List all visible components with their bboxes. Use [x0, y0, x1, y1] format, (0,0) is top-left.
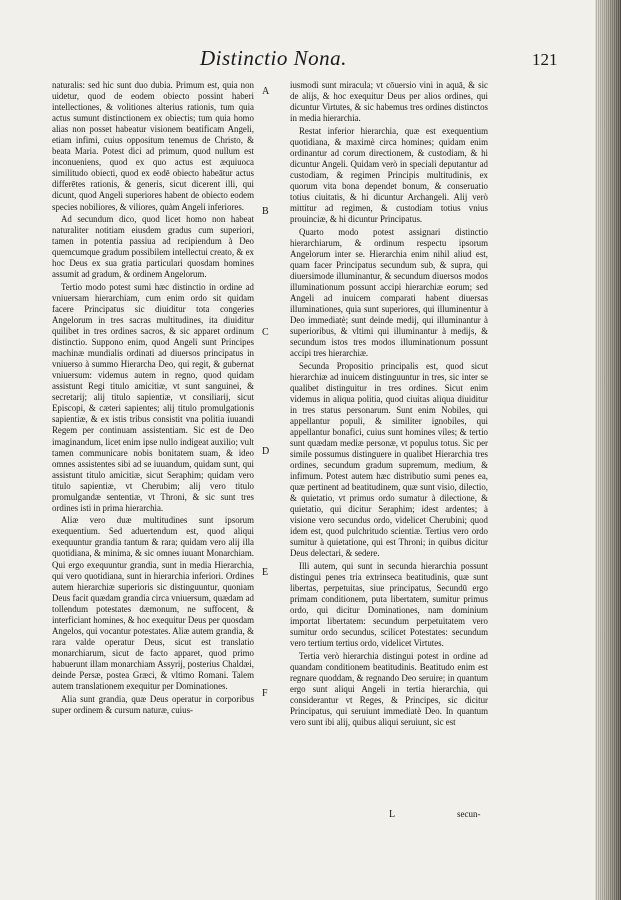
- margin-letter-b: B: [262, 206, 269, 217]
- left-paragraph-2: Ad secundum dico, quod licet homo non habeat naturaliter notitiam eiusdem gradus cum superiori, tamen in potentia passiua ad recipiendum à Deo quemcumque gradum possibilem intellectui creato, & ex hoc Deus ex sua gratia particulari quosdam homines assumit ad gradum, & ordinem Angelorum.: [52, 214, 254, 280]
- left-paragraph-3: Tertio modo potest sumi hæc distinctio in ordine ad vniuersam hierarchiam, cum enim ordo sit quidam facere Principatus sic diuiditur tota congeries Angelorum in tres sacras multitudines, ita diuiditur quilibet in tres ordines sacros, & sic apparet ordinum distinctio. Suppono enim, quod Angeli sunt Principes machinæ mundialis ordinati ad diuersos principatus in vniuerso à summo Hierarcha Deo, qui regit, & gubernat vniuersum: videmus autem in regno, quod quidam assistunt Regi titulo amicitiæ, vt sunt sanguinei, & secretarij; alij titulo sapientiæ, vt consiliarij, sicut Episcopi, & cæteri sapientes; alij titulo promulgationis sapientiæ, & ex istis tribus consistit vna politia iuuandi Regem per continuam assistentiam. Sic est de Deo imaginandum, licet enim ipse nullo indigeat auxilio; vult tamen communicare nobis bonitatem suam, & ideo omnes assistentes sibi ad se iuuandum, quidam sunt, qui assistunt titulo amicitiæ, sicut Seraphim; quidam vero titulo sapientiæ, vt Cherubim; alij vero titulo promulgandæ sententiæ, vt Throni, & sic sunt tres ordines isti in prima hierarchia.: [52, 281, 254, 513]
- running-header: Distinctio Nona.: [200, 46, 347, 70]
- right-paragraph-6: Tertia verò hierarchia distingui potest in ordine ad quandam conditionem beatitudinis. Beatitudo enim est regnare quoddam, & regnando Deo seruire; in quantum ergo sunt aliqui Angeli in tertia hierarchia, qui considerantur vt Reges, & Principes, sic dicitur Principatus, qui seruiunt immediatè Deo. In quantum vero sunt ibi alij, quibus aliqui seruiunt, sic est: [290, 650, 488, 728]
- page-edge: [595, 0, 621, 900]
- catchword: secun-: [457, 809, 481, 819]
- margin-letter-c: C: [262, 327, 269, 338]
- right-paragraph-3: Quarto modo potest assignari distinctio hierarchiarum, & ordinum respectu ipsorum Angelorum inter se. Hierarchia enim nihil aliud est, quam facer Principatus secundum sub, & supra, qui diuersimode illuminantur, & secundum diuersos modos illuminationum possunt accipi hierarchiæ eorum; sed Angeli ad inuicem comparati habent diuersas illuminationes, quia sunt superiores, qui illuminentur à Deo immediatè; sunt deinde medij, qui illuminantur à superioribus, & vltimi qui illuminantur à medijs, & secundum istos tres modos illuminationum possunt accipi tres hierarchiæ.: [290, 226, 488, 359]
- page-number: 121: [532, 50, 558, 69]
- left-paragraph-1: naturalis: sed hic sunt duo dubia. Primum est, quia non uidetur, quod de eodem obiecto possint haberi intellectiones, & volitiones alterius rationis, tum quia actus sumunt distinctionem ex obiectis; tum quia homo alias non posset habeatur visionem beatificam Angeli, etiam infimi, cuius oppositum tenemus de Christo, & beata Maria. Potest dici ad primum, quod nullum est inconueniens, quod ex quo actus est æquiuoca similitudo obiecti, quod ex eodē obiecto habeātur actus differētes rationis, & generis, sicut dicerent illi, qui dicunt, quod Angeli superiores habent de obiecto eodem species nobiliores, & viliores, quàm Angeli inferiores.: [52, 80, 254, 212]
- margin-letter-f: F: [262, 688, 268, 699]
- left-column: [52, 80, 254, 717]
- right-paragraph-5: Illi autem, qui sunt in secunda hierarchia possunt distingui penes tria extrinseca beatitudinis, quæ sunt libertas, perpetuitas, siue principatus, Secundū ergo primam conditionem, puta libertatem, sumitur primus ordo, qui dicitur Dominationes, nam dominium importat libertatem: secundum perpetuitatem vero sumitur ordo secundus, scilicet Potestates: secundum vero tertium tertius ordo, videlicet Virtutes.: [290, 561, 488, 649]
- right-paragraph-2: Restat inferior hierarchia, quæ est exequentium quotidiana, & maximè circa homines; quidam enim ordinantur ad corum directionem, & custodiam, & hi dicuntur Angeli. Quidam verò in speciali deputantur ad custodiam, & regimen Principis multitudinis, ex quorum vita bona dependet bonum, & conseruatio totius ciuitatis, & hi dicuntur Archangeli. Alij verò mittitur ad regimen, & custodiam totius vnius prouinciæ, & hi dicuntur Principatus.: [290, 125, 488, 225]
- right-paragraph-4: Secunda Propositio principalis est, quod sicut hierarchiæ ad inuicem distinguuntur in tres, sic inter se qualibet distinguitur in tres ordines. Sicut enim videmus in aliqua politia, quod ciuitas aliqua diuiditur in tres status personarum. Sunt enim Nobiles, qui appellantur populi, & similiter ignobiles, qui appellantur bonafici, cuius sunt homines viles; & tertio sunt quædam mediæ personæ, vt populus totus. Sic per simile possumus distinguere in qualibet Hierarchia tres ordines, secundum gradum supremum, medium, & infimum. Potest autem hæc distributio sumi penes ea, quæ pertinent ad beatitudinem, quæ sunt visio, dilectio, & quietatio, vt primus ordo sumatur à dilectione, & quietatio, qui dicitur Seraphim; idest ardentes; à visione vero secundus ordo, videlicet Cherubini; quod idem est, quod pulchritudo scientiæ. Tertius vero ordo sumitur à quietatione, qui est Throni; in quibus dicitur Deus delectari, & sedere.: [290, 360, 488, 559]
- left-paragraph-4: Aliæ vero duæ multitudines sunt ipsorum exequentium. Sed aduertendum est, quod aliqui exequuntur grandia tantum & rara; quidam vero alij illa quotidiana, & minima, & sic omnes iuuant Monarchiam. Qui ergo exequuntur grandia, sunt in media Hierarchia, qui vero quotidiana, sunt in hierarchia inferiori. Ordines autem hierarchiæ superioris sic distinguuntur, quoniam Deus facit quædam grandia circa vniuersum, quædam ad tollendum potestates dæmonum, ne suffocent, & interficiant homines, & hoc exequitur Deus per quosdam Angelos, qui vocantur potestates. Aliæ autem grandia, & rara valde operatur Deus, sicut est translatio monarchiarum, sicut de facto apparet, quod primo habuerunt illam monarchiam Assyrij, posterius Chaldæi, deinde Persæ, postea Græci, & vltimo Romani. Talem autem translationem exequitur per Dominationes.: [52, 515, 254, 692]
- margin-letter-e: E: [262, 567, 269, 578]
- margin-letter-a: A: [262, 86, 270, 97]
- signature-mark: L: [389, 809, 396, 820]
- right-column: [290, 80, 488, 730]
- margin-letter-d: D: [262, 446, 270, 457]
- left-paragraph-5: Alia sunt grandia, quæ Deus operatur in corporibus super ordinem & cursum naturæ, cuius-: [52, 693, 254, 715]
- right-paragraph-1: iusmodi sunt miracula; vt cōuersio vini in aquā, & sic de alijs, & hoc exequitur Deus per alios ordines, qui dicuntur Virtutes, & sic habemus tres ordines distinctos in media hierarchia.: [290, 80, 488, 124]
